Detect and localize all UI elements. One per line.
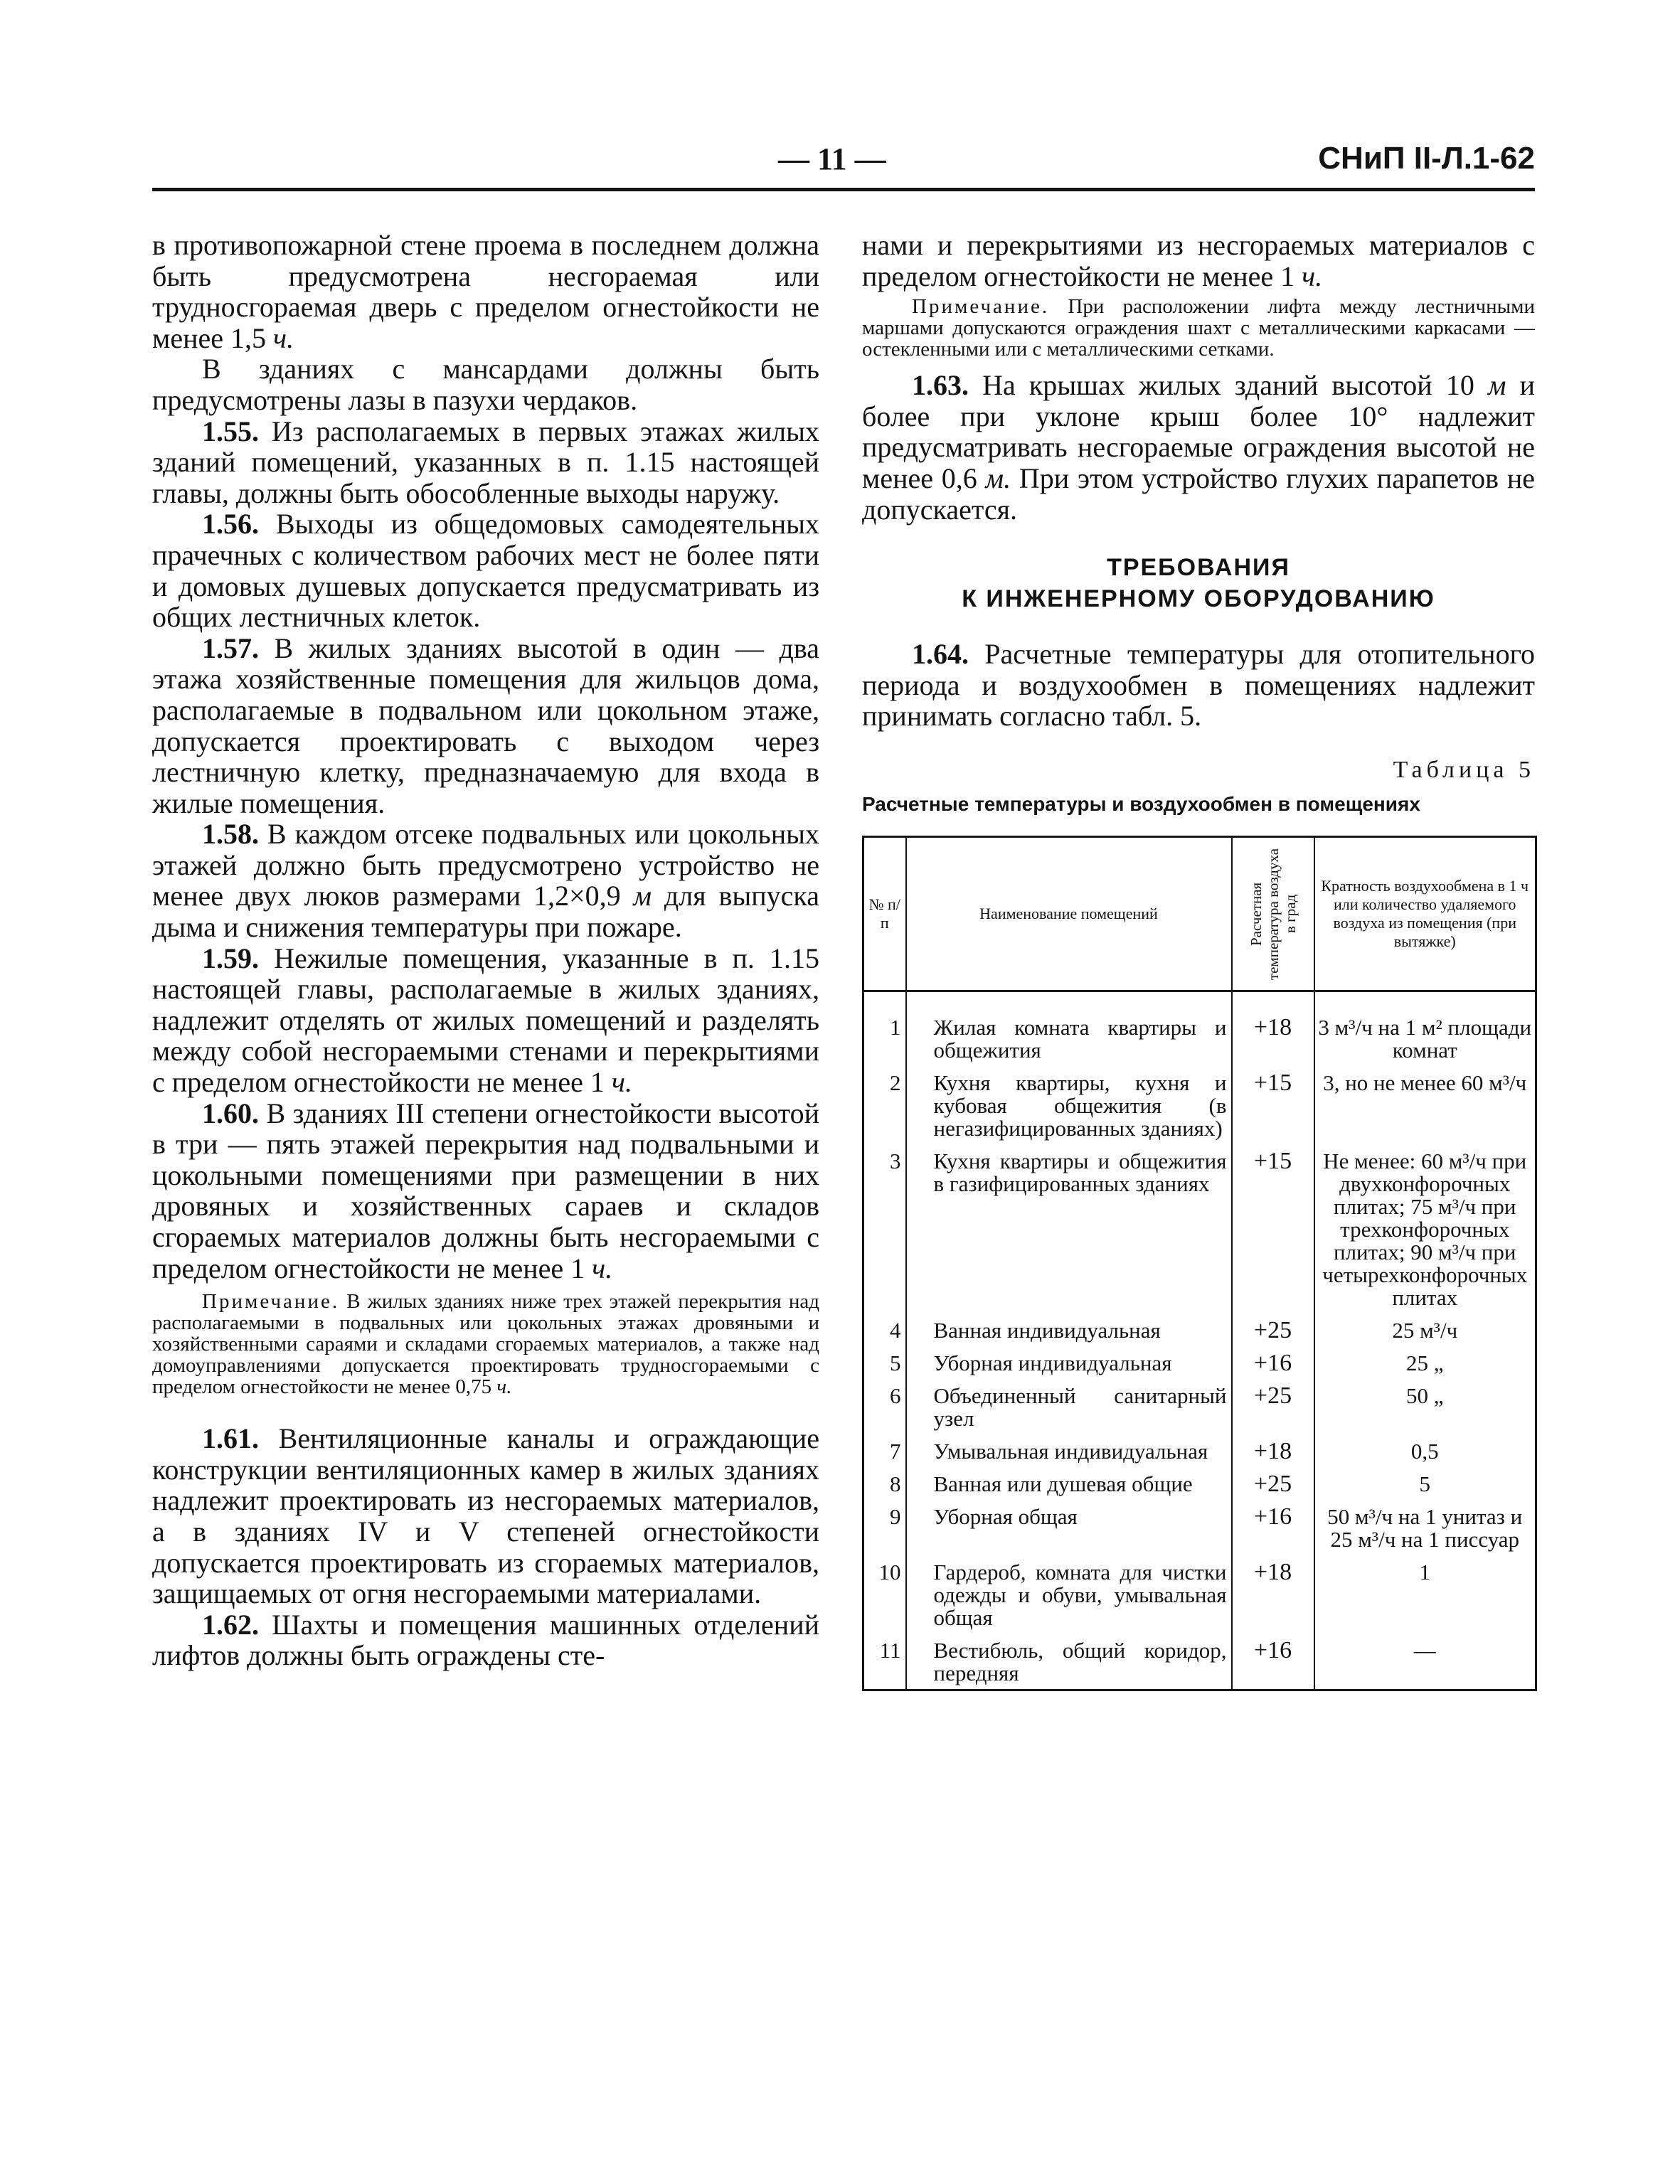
row-number: 1 [863,991,906,1066]
table-row [863,1379,1536,1434]
clause-1-64: 1.64. Расчетные температуры для отопительного периода и воздухообмен в помещениях надлежит принимать согласно табл. 5. [862,638,1535,733]
table-row [863,1066,1536,1144]
table-row [863,1467,1536,1500]
table-row [863,1314,1536,1346]
row-temperature: +25 [1232,1314,1314,1346]
table-number: Таблица 5 [1393,756,1535,783]
row-number: 4 [863,1314,906,1346]
row-room-name: Кухня квартиры, кухня и кубовая общежития (в негазифицированных зданиях) [906,1066,1232,1144]
row-number: 10 [863,1555,906,1634]
row-room-name: Умывальная индивидуальная [906,1434,1232,1467]
row-air-exchange: 50 м³/ч на 1 унитаз и 25 м³/ч на 1 писсуар [1314,1500,1536,1555]
row-room-name: Гардероб, комната для чистки одежды и обуви, умывальная общая [906,1555,1232,1634]
row-room-name: Вестибюль, общий коридор, передняя [906,1634,1232,1690]
row-number: 7 [863,1434,906,1467]
right-column [862,230,1535,1691]
table-body [863,991,1536,1690]
document-code: СНиП II-Л.1-62 [1318,141,1535,176]
row-air-exchange: — [1314,1634,1536,1690]
row-air-exchange: 0,5 [1314,1434,1536,1467]
section-heading-line-2: К ИНЖЕНЕРНОМУ ОБОРУДОВАНИЮ [962,585,1435,613]
clause-1-61: 1.61. Вентиляционные каналы и ограждающие конструкции вентиляционных камер в жилых зданиях надлежит проектировать из несгораемых материалов, а в зданиях IV и V степеней огнестойкости допускается проектировать из сгораемых материалов, защищаемых от огня несгораемыми материалами. [152,1422,819,1610]
header-room-name: Наименование помещений [906,836,1232,991]
table-row [863,1144,1536,1314]
page-number: — 11 — [778,142,886,176]
paragraph-mansard: В зданиях с мансардами должны быть предусмотрены лазы в пазухи чердаков. [152,353,819,416]
clause-1-62-continuation: нами и перекрытиями из несгораемых материалов с пределом огнестойкости не менее 1 ч. [862,229,1535,292]
note-basement-floors: Примечание. В жилых зданиях ниже трех этажей перекрытия над располагаемыми в подвальных или цокольных этажах дровяными и хозяйственными сараями и складами сгораемых материалов, а также над домоуправлениями допускается проектировать трудносгораемыми с пределом огнестойкости не менее 0,75 ч. [152,1290,819,1399]
row-air-exchange: Не менее: 60 м³/ч при двухконфорочных плитах; 75 м³/ч при трехконфорочных плитах; 90 м³/ч при четырехконфорочных плитах [1314,1144,1536,1314]
table-row [863,1555,1536,1634]
table-row [863,1346,1536,1379]
table-row [863,991,1536,1066]
section-heading-line-1: ТРЕБОВАНИЯ [1107,554,1290,582]
row-air-exchange: 50 „ [1314,1379,1536,1434]
left-column [152,230,819,1671]
row-temperature: +25 [1232,1379,1314,1434]
row-number: 3 [863,1144,906,1314]
table-row [863,1634,1536,1690]
row-room-name: Уборная общая [906,1500,1232,1555]
clause-1-59: 1.59. Нежилые помещения, указанные в п. 1.15 настоящей главы, располагаемые в жилых зданиях, надлежит отделять от жилых помещений и разделять между собой несгораемыми стенами и перекрытиями с пределом огнестойкости не менее 1 ч. [152,942,819,1099]
page-header [152,141,1535,191]
row-air-exchange: 25 „ [1314,1346,1536,1379]
clause-1-57: 1.57. В жилых зданиях высотой в один — два этажа хозяйственные помещения для жильцов дома, располагаемые в подвальном или цокольном этаже, допускается проектировать с выходом через лестничную клетку, предназначаемую для входа в жилые помещения. [152,632,819,819]
clause-1-62: 1.62. Шахты и помещения машинных отделений лифтов должны быть ограждены сте- [152,1608,819,1672]
row-number: 8 [863,1467,906,1500]
table-title: Расчетные температуры и воздухообмен в помещениях [862,792,1420,815]
row-temperature: +16 [1232,1500,1314,1555]
clause-1-58: 1.58. В каждом отсеке подвальных или цокольных этажей должно быть предусмотрено устройство не менее двух люков размерами 1,2×0,9 м для выпуска дыма и снижения температуры при пожаре. [152,818,819,944]
table-header-row [863,836,1536,991]
row-temperature: +25 [1232,1467,1314,1500]
header-air-exchange: Кратность воздухообмена в 1 ч или количество удаляемого воздуха из помещения (при вытяжке) [1314,836,1536,991]
row-temperature: +16 [1232,1634,1314,1690]
row-number: 6 [863,1379,906,1434]
section-heading [862,552,1535,614]
paragraph-continuation: в противопожарной стене проема в последнем должна быть предусмотрена несгораемая или трудносгораемая дверь с пределом огнестойкости не менее 1,5 ч. [152,229,819,354]
row-number: 11 [863,1634,906,1690]
row-room-name: Жилая комната квартиры и общежития [906,991,1232,1066]
row-number: 9 [863,1500,906,1555]
row-air-exchange: 25 м³/ч [1314,1314,1536,1346]
clause-1-56: 1.56. Выходы из общедомовых самодеятельных прачечных с количеством рабочих мест не более пяти и домовых душевых допускается предусматривать из общих лестничных клеток. [152,508,819,634]
row-room-name: Объединенный санитарный узел [906,1379,1232,1434]
row-temperature: +15 [1232,1066,1314,1144]
row-room-name: Ванная индивидуальная [906,1314,1232,1346]
row-number: 2 [863,1066,906,1144]
row-temperature: +18 [1232,1434,1314,1467]
clause-1-60: 1.60. В зданиях III степени огнестойкости высотой в три — пять этажей перекрытия над подвальными и цокольными помещениями при размещении в них дровяных и хозяйственных сараев и складов сгораемых материалов должны быть несгораемыми с пределом огнестойкости не менее 1 ч. [152,1097,819,1284]
table-row [863,1500,1536,1555]
row-temperature: +18 [1232,991,1314,1066]
header-temperature: Расчетная температура воздуха в град [1232,836,1314,991]
row-temperature: +16 [1232,1346,1314,1379]
row-air-exchange: 5 [1314,1467,1536,1500]
note-lift: Примечание. При расположении лифта между лестничными маршами допускаются ограждения шахт с металлическими каркасами — остекленными или с металлическими сетками. [862,295,1535,361]
row-number: 5 [863,1346,906,1379]
clause-1-55: 1.55. Из располагаемых в первых этажах жилых зданий помещений, указанных в п. 1.15 настоящей главы, должны быть обособленные выходы наружу. [152,415,819,509]
row-air-exchange: 3, но не менее 60 м³/ч [1314,1066,1536,1144]
row-temperature: +18 [1232,1555,1314,1634]
row-temperature: +15 [1232,1144,1314,1314]
row-air-exchange: 3 м³/ч на 1 м² площади комнат [1314,991,1536,1066]
row-room-name: Ванная или душевая общие [906,1467,1232,1500]
header-no: № п/п [863,836,906,991]
row-air-exchange: 1 [1314,1555,1536,1634]
table-5 [862,836,1537,1691]
clause-1-63: 1.63. На крышах жилых зданий высотой 10 м и более при уклоне крыш более 10° надлежит предусматривать несгораемые ограждения высотой не менее 0,6 м. При этом устройство глухих парапетов не допускается. [862,369,1536,526]
row-room-name: Уборная индивидуальная [906,1346,1232,1379]
table-row [863,1434,1536,1467]
row-room-name: Кухня квартиры и общежития в газифицированных зданиях [906,1144,1232,1314]
